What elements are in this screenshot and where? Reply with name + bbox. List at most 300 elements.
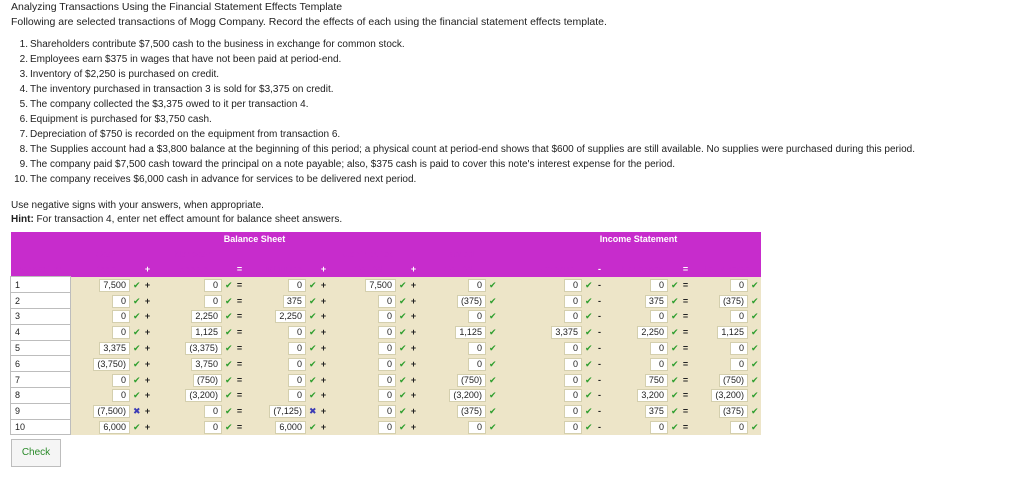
transaction-number-cell: 9 (11, 403, 71, 419)
cash-asset-cell (71, 387, 143, 403)
contrib-header-2: Capital (353, 264, 384, 275)
x-mark-icon: ✖ (308, 406, 317, 417)
transaction-text: Inventory of $2,250 is purchased on credit. (30, 69, 220, 80)
checkmark-icon: ✔ (308, 374, 317, 385)
transaction-text: Shareholders contribute $7,500 cash to the business in exchange for common stock. (30, 39, 405, 50)
net-income-cell (691, 324, 761, 340)
minus-operator: - (595, 419, 605, 435)
equals-operator: = (681, 372, 691, 388)
net-income-cell (691, 277, 761, 293)
checkmark-icon: ✔ (584, 374, 593, 385)
checkmark-icon: ✔ (398, 358, 407, 369)
transaction-number: 4. (19, 84, 28, 95)
minus-operator: - (595, 277, 605, 293)
checkmark-icon: ✔ (132, 390, 141, 401)
cash-asset-input[interactable]: 0 (112, 295, 130, 308)
earned-header-1: Earned (443, 249, 474, 260)
noncash-assets-input[interactable]: 2,250 (191, 310, 222, 323)
checkmark-icon: ✔ (308, 295, 317, 306)
checkmark-icon: ✔ (224, 311, 233, 322)
checkmark-icon: ✔ (488, 342, 497, 353)
net-income-input[interactable]: 0 (730, 358, 748, 371)
liabilities-cell (245, 308, 319, 324)
column-spacer (499, 324, 517, 340)
revenue-cell (517, 324, 595, 340)
net-income-input[interactable]: 0 (730, 279, 748, 292)
earned-capital-cell (419, 277, 499, 293)
net-income-input[interactable]: (3,200) (711, 389, 748, 402)
checkmark-icon: ✔ (584, 358, 593, 369)
checkmark-icon: ✔ (224, 421, 233, 432)
checkmark-icon: ✔ (132, 295, 141, 306)
equals-operator: = (235, 387, 245, 403)
checkmark-icon: ✔ (584, 390, 593, 401)
plus-operator: + (319, 340, 329, 356)
equals-operator: = (681, 277, 691, 293)
checkmark-icon: ✔ (224, 342, 233, 353)
checkmark-icon: ✔ (224, 327, 233, 338)
net-income-cell (691, 403, 761, 419)
expenses-cell (605, 387, 681, 403)
plus-operator: + (143, 324, 153, 340)
liabilities-cell (245, 387, 319, 403)
checkmark-icon: ✔ (670, 327, 679, 338)
net-income-input[interactable]: (375) (719, 295, 748, 308)
earned-capital-cell (419, 356, 499, 372)
revenue-input[interactable]: 0 (564, 421, 582, 434)
cash-asset-input[interactable]: 3,375 (99, 342, 130, 355)
transaction-number: 2. (19, 54, 28, 65)
net-income-cell (691, 387, 761, 403)
minus-operator: - (595, 387, 605, 403)
net-income-cell (691, 419, 761, 435)
earned-capital-input[interactable]: 0 (468, 279, 486, 292)
plus-operator: + (143, 403, 153, 419)
cash-asset-cell (71, 308, 143, 324)
minus-operator: - (595, 340, 605, 356)
transaction-item (14, 172, 915, 187)
revenue-input[interactable]: 0 (564, 295, 582, 308)
checkmark-icon: ✔ (308, 358, 317, 369)
checkmark-icon: ✔ (750, 342, 759, 353)
plus-operator: + (319, 419, 329, 435)
column-spacer (499, 340, 517, 356)
checkmark-icon: ✔ (308, 279, 317, 290)
noncash-assets-input[interactable]: 0 (204, 421, 222, 434)
minus-operator: - (595, 293, 605, 309)
expenses-input[interactable]: 375 (645, 295, 668, 308)
contributed-capital-cell (329, 340, 409, 356)
expenses-input[interactable]: 0 (650, 279, 668, 292)
check-button[interactable]: Check (11, 439, 61, 467)
checkmark-icon: ✔ (670, 406, 679, 417)
plus-operator: + (143, 340, 153, 356)
earned-header-2: Capital (443, 264, 474, 275)
plus-operator: + (409, 293, 419, 309)
revenue-cell (517, 419, 595, 435)
contributed-capital-input[interactable]: 0 (378, 421, 396, 434)
checkmark-icon: ✔ (398, 295, 407, 306)
liabilities-cell (245, 372, 319, 388)
checkmark-icon: ✔ (132, 421, 141, 432)
liabilities-input[interactable]: 0 (288, 279, 306, 292)
contributed-capital-cell (329, 308, 409, 324)
earned-capital-cell (419, 419, 499, 435)
balance-sheet-label: Balance Sheet (223, 234, 286, 245)
contributed-capital-cell (329, 324, 409, 340)
template-row (11, 293, 761, 309)
template-row (11, 340, 761, 356)
plus-operator: + (409, 372, 419, 388)
liabilities-input[interactable]: 2,250 (275, 310, 306, 323)
transaction-item (19, 112, 915, 127)
checkmark-icon: ✔ (670, 374, 679, 385)
page-title: Analyzing Transactions Using the Financial Statement Effects Template (11, 1, 343, 13)
checkmark-icon: ✔ (132, 374, 141, 385)
liabilities-cell (245, 324, 319, 340)
equals-operator: = (681, 419, 691, 435)
noncash-assets-input[interactable]: 0 (204, 405, 222, 418)
column-header-row-1 (11, 247, 761, 262)
template-row (11, 403, 761, 419)
equals-operator: = (681, 308, 691, 324)
column-spacer (499, 356, 517, 372)
revenue-cell (517, 387, 595, 403)
transaction-text: Equipment is purchased for $3,750 cash. (30, 114, 212, 125)
plus-operator: + (409, 277, 419, 293)
liabilities-input[interactable]: (7,125) (269, 405, 306, 418)
checkmark-icon: ✔ (224, 295, 233, 306)
expenses-cell (605, 277, 681, 293)
checkmark-icon: ✔ (132, 327, 141, 338)
checkmark-icon: ✔ (488, 390, 497, 401)
transaction-number: 9. (19, 159, 28, 170)
noncash-assets-input[interactable]: 0 (204, 279, 222, 292)
transaction-number-cell: 6 (11, 356, 71, 372)
minus-operator: - (595, 308, 605, 324)
net-income-header: Net Income (701, 264, 750, 275)
noncash-assets-input[interactable]: 3,750 (191, 358, 222, 371)
expenses-input[interactable]: 375 (645, 405, 668, 418)
checkmark-icon: ✔ (584, 311, 593, 322)
liabilities-input[interactable]: 0 (288, 358, 306, 371)
net-income-cell (691, 356, 761, 372)
liabilities-cell (245, 340, 319, 356)
template-row (11, 308, 761, 324)
cash-asset-input[interactable]: 0 (112, 374, 130, 387)
checkmark-icon: ✔ (584, 295, 593, 306)
transaction-item (19, 142, 916, 157)
column-spacer (499, 387, 517, 403)
checkmark-icon: ✔ (584, 342, 593, 353)
template-row (11, 372, 761, 388)
contributed-capital-input[interactable]: 0 (378, 310, 396, 323)
checkmark-icon: ✔ (750, 327, 759, 338)
cash-asset-input[interactable]: 0 (112, 310, 130, 323)
checkmark-icon: ✔ (224, 406, 233, 417)
equals-operator: = (235, 308, 245, 324)
plus-operator: + (319, 387, 329, 403)
hint-label: Hint: (11, 214, 34, 225)
checkmark-icon: ✔ (488, 279, 497, 290)
plus-operator: + (319, 277, 329, 293)
expenses-input[interactable]: 3,200 (637, 389, 668, 402)
expenses-cell (605, 308, 681, 324)
checkmark-icon: ✔ (750, 279, 759, 290)
expenses-input[interactable]: 0 (650, 421, 668, 434)
column-spacer (499, 308, 517, 324)
checkmark-icon: ✔ (398, 374, 407, 385)
checkmark-icon: ✔ (224, 279, 233, 290)
earned-capital-cell (419, 387, 499, 403)
cash-asset-cell (71, 293, 143, 309)
revenue-input[interactable]: 0 (564, 358, 582, 371)
plus-operator: + (409, 387, 419, 403)
revenue-input[interactable]: 0 (564, 405, 582, 418)
cash-asset-cell (71, 419, 143, 435)
revenue-cell (517, 372, 595, 388)
revenue-header: Revenue (536, 264, 575, 275)
noncash-assets-input[interactable]: (750) (193, 374, 222, 387)
plus-operator: + (409, 308, 419, 324)
earned-capital-input[interactable]: (375) (457, 295, 486, 308)
net-income-cell (691, 340, 761, 356)
earned-capital-input[interactable]: 0 (468, 358, 486, 371)
cash-asset-cell (71, 277, 143, 293)
expenses-input[interactable]: 2,250 (637, 326, 668, 339)
equals-operator: = (235, 293, 245, 309)
transaction-text: The inventory purchased in transaction 3 is sold for $3,375 on credit. (30, 84, 334, 95)
contributed-capital-cell (329, 277, 409, 293)
contributed-capital-cell (329, 293, 409, 309)
noncash-assets-cell (153, 356, 235, 372)
column-spacer (499, 293, 517, 309)
revenue-input[interactable]: 0 (564, 374, 582, 387)
earned-capital-cell (419, 340, 499, 356)
equals-operator: = (236, 264, 243, 275)
expenses-input[interactable]: 0 (650, 310, 668, 323)
checkmark-icon: ✔ (398, 342, 407, 353)
cash-asset-input[interactable]: 0 (112, 389, 130, 402)
expenses-header: Expenses (621, 264, 664, 275)
checkmark-icon: ✔ (132, 279, 141, 290)
plus-operator: + (320, 264, 327, 275)
revenue-cell (517, 340, 595, 356)
transaction-number-cell: 3 (11, 308, 71, 324)
minus-operator: - (595, 403, 605, 419)
noncash-assets-input[interactable]: 0 (204, 295, 222, 308)
earned-capital-input[interactable]: 0 (468, 310, 486, 323)
noncash-assets-input[interactable]: (3,375) (185, 342, 222, 355)
liabilities-header: Liabilities (260, 264, 303, 275)
column-spacer (499, 372, 517, 388)
checkmark-icon: ✔ (670, 358, 679, 369)
contributed-capital-input[interactable]: 0 (378, 374, 396, 387)
revenue-input[interactable]: 0 (564, 389, 582, 402)
equals-operator: = (681, 340, 691, 356)
checkmark-icon: ✔ (750, 390, 759, 401)
contributed-capital-input[interactable]: 0 (378, 326, 396, 339)
cash-asset-input[interactable]: 0 (112, 326, 130, 339)
transaction-text: The company collected the $3,375 owed to it per transaction 4. (30, 99, 309, 110)
cash-asset-input[interactable]: 7,500 (99, 279, 130, 292)
checkmark-icon: ✔ (308, 327, 317, 338)
expenses-cell (605, 403, 681, 419)
net-income-input[interactable]: 1,125 (717, 326, 748, 339)
checkmark-icon: ✔ (488, 311, 497, 322)
x-mark-icon: ✖ (132, 406, 141, 417)
liabilities-input[interactable]: 0 (288, 374, 306, 387)
plus-operator: + (143, 387, 153, 403)
minus-operator: - (595, 356, 605, 372)
transaction-number-cell: 4 (11, 324, 71, 340)
checkmark-icon: ✔ (584, 279, 593, 290)
liabilities-input[interactable]: 375 (283, 295, 306, 308)
checkmark-icon: ✔ (670, 342, 679, 353)
transaction-number: 3. (19, 69, 28, 80)
transaction-item (19, 37, 915, 52)
instructions: Following are selected transactions of Mogg Company. Record the effects of each using the financial statement effects template. (11, 16, 607, 28)
hint-text: For transaction 4, enter net effect amount for balance sheet answers. (33, 214, 343, 225)
net-income-input[interactable]: 0 (730, 421, 748, 434)
checkmark-icon: ✔ (750, 295, 759, 306)
transaction-list (12, 37, 915, 187)
net-income-input[interactable]: 0 (730, 342, 748, 355)
earned-capital-input[interactable]: (3,200) (449, 389, 486, 402)
checkmark-icon: ✔ (584, 327, 593, 338)
expenses-cell (605, 340, 681, 356)
equals-operator: = (235, 403, 245, 419)
contributed-capital-input[interactable]: 0 (378, 295, 396, 308)
revenue-input[interactable]: 0 (564, 310, 582, 323)
contributed-capital-input[interactable]: 0 (378, 405, 396, 418)
checkmark-icon: ✔ (132, 358, 141, 369)
equals-operator: = (681, 387, 691, 403)
revenue-input[interactable]: 0 (564, 279, 582, 292)
net-income-input[interactable]: 0 (730, 310, 748, 323)
noncash-header-1: Noncash (174, 249, 213, 260)
cash-header-2: Asset (94, 264, 119, 275)
contributed-capital-cell (329, 419, 409, 435)
plus-operator: + (143, 356, 153, 372)
earned-capital-cell (419, 324, 499, 340)
revenue-cell (517, 277, 595, 293)
revenue-cell (517, 356, 595, 372)
revenue-input[interactable]: 0 (564, 342, 582, 355)
transaction-text: The company paid $7,500 cash toward the principal on a note payable; also, $375 cash is paid to cover this note's interest expense for the period. (30, 159, 676, 170)
transaction-text: The Supplies account had a $3,800 balance at the beginning of this period; a physical count at period-end shows that $600 of supplies are still available. No supplies were purchased during this period. (30, 144, 916, 155)
checkmark-icon: ✔ (398, 421, 407, 432)
liabilities-cell (245, 403, 319, 419)
checkmark-icon: ✔ (488, 358, 497, 369)
checkmark-icon: ✔ (488, 406, 497, 417)
earned-capital-input[interactable]: (750) (457, 374, 486, 387)
expenses-input[interactable]: 750 (645, 374, 668, 387)
minus-operator: - (598, 264, 601, 275)
contributed-capital-input[interactable]: 0 (378, 389, 396, 402)
plus-operator: + (143, 308, 153, 324)
checkmark-icon: ✔ (308, 390, 317, 401)
revenue-input[interactable]: 3,375 (551, 326, 582, 339)
checkmark-icon: ✔ (750, 421, 759, 432)
plus-operator: + (410, 264, 417, 275)
transaction-header: Transaction (13, 263, 65, 274)
equals-operator: = (235, 324, 245, 340)
section-bar (11, 232, 761, 247)
plus-operator: + (143, 293, 153, 309)
checkmark-icon: ✔ (750, 358, 759, 369)
transaction-text: Depreciation of $750 is recorded on the equipment from transaction 6. (30, 129, 341, 140)
contributed-capital-input[interactable]: 0 (378, 358, 396, 371)
net-income-cell (691, 372, 761, 388)
expenses-input[interactable]: 0 (650, 342, 668, 355)
contributed-capital-input[interactable]: 0 (378, 342, 396, 355)
contributed-capital-input[interactable]: 7,500 (365, 279, 396, 292)
plus-operator: + (143, 277, 153, 293)
checkmark-icon: ✔ (398, 279, 407, 290)
checkmark-icon: ✔ (398, 327, 407, 338)
liabilities-input[interactable]: 0 (288, 326, 306, 339)
contributed-capital-cell (329, 372, 409, 388)
earned-capital-input[interactable]: 1,125 (455, 326, 486, 339)
checkmark-icon: ✔ (308, 421, 317, 432)
net-income-input[interactable]: (750) (719, 374, 748, 387)
expenses-input[interactable]: 0 (650, 358, 668, 371)
cash-asset-cell (71, 340, 143, 356)
checkmark-icon: ✔ (584, 406, 593, 417)
liabilities-input[interactable]: 6,000 (275, 421, 306, 434)
transaction-text: Employees earn $375 in wages that have not been paid at period-end. (30, 54, 342, 65)
liabilities-input[interactable]: 0 (288, 342, 306, 355)
earned-capital-input[interactable]: 0 (468, 342, 486, 355)
checkmark-icon: ✔ (224, 358, 233, 369)
transaction-text: The company receives $6,000 cash in advance for services to be delivered next period. (30, 174, 417, 185)
equals-operator: = (235, 372, 245, 388)
transaction-number-cell: 1 (11, 277, 71, 293)
column-spacer (499, 419, 517, 435)
expenses-cell (605, 356, 681, 372)
transaction-item (19, 97, 915, 112)
equals-operator: = (235, 419, 245, 435)
noncash-assets-input[interactable]: (3,200) (185, 389, 222, 402)
plus-operator: + (319, 293, 329, 309)
contributed-capital-cell (329, 387, 409, 403)
net-income-cell (691, 293, 761, 309)
liabilities-cell (245, 277, 319, 293)
checkmark-icon: ✔ (750, 374, 759, 385)
expenses-cell (605, 324, 681, 340)
financial-statement-effects-template (10, 232, 761, 435)
earned-capital-input[interactable]: 0 (468, 421, 486, 434)
checkmark-icon: ✔ (398, 406, 407, 417)
noncash-assets-cell (153, 308, 235, 324)
checkmark-icon: ✔ (488, 327, 497, 338)
transaction-number: 5. (19, 99, 28, 110)
noncash-assets-input[interactable]: 1,125 (191, 326, 222, 339)
cash-asset-input[interactable]: (3,750) (93, 358, 130, 371)
transaction-number-cell: 10 (11, 419, 71, 435)
transaction-number-cell: 8 (11, 387, 71, 403)
transaction-item (19, 52, 915, 67)
liabilities-input[interactable]: 0 (288, 389, 306, 402)
earned-capital-input[interactable]: (375) (457, 405, 486, 418)
cash-asset-input[interactable]: 6,000 (99, 421, 130, 434)
plus-operator: + (409, 324, 419, 340)
minus-operator: - (595, 324, 605, 340)
net-income-input[interactable]: (375) (719, 405, 748, 418)
plus-operator: + (143, 372, 153, 388)
cash-asset-input[interactable]: (7,500) (93, 405, 130, 418)
